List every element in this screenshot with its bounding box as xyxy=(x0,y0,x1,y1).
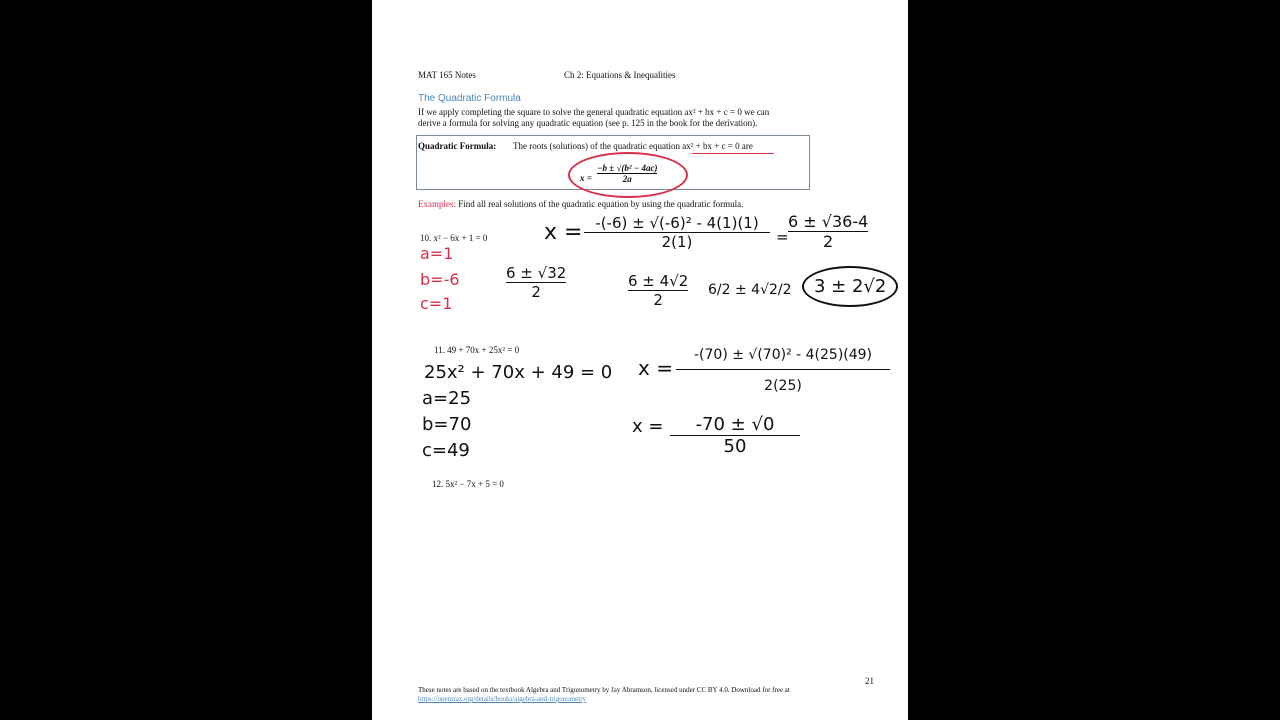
p11-coeff-c: c=49 xyxy=(422,440,470,461)
p10-step-b xyxy=(628,272,688,309)
p10-step-a-num: 6 ± √32 xyxy=(506,264,567,282)
p10-step-c: 6/2 ± 4√2/2 xyxy=(708,282,792,298)
formula-lhs: x = xyxy=(580,173,592,183)
intro-line-1: If we apply completing the square to solve the general quadratic equation ax² + bx + c = 0 we can xyxy=(418,107,770,117)
p11-fraction-2 xyxy=(670,414,800,457)
section-title: The Quadratic Formula xyxy=(418,93,521,104)
p11-coeff-a: a=25 xyxy=(422,388,472,409)
p11-x-1: x = xyxy=(638,356,673,380)
notes-page xyxy=(372,0,908,720)
p10-fraction-1 xyxy=(584,214,770,251)
p10-x: x = xyxy=(544,220,583,245)
p10-step-a xyxy=(506,264,566,301)
p10-step-b-den: 2 xyxy=(628,290,688,309)
formula-fraction xyxy=(597,163,657,184)
p11-coeff-b: b=70 xyxy=(422,414,472,435)
problem-10: 10. x² − 6x + 1 = 0 xyxy=(420,233,488,243)
p10-fraction-2 xyxy=(788,212,868,251)
p10-num-2: 6 ± √36-4 xyxy=(788,212,869,231)
p10-coeff-b: b=-6 xyxy=(420,270,460,289)
p11-rewrite: 25x² + 70x + 49 = 0 xyxy=(424,362,613,383)
examples-label: Examples: xyxy=(418,199,456,209)
problem-12: 12. 5x² − 7x + 5 = 0 xyxy=(432,479,504,489)
p10-den-2: 2 xyxy=(788,231,868,251)
p10-den-1: 2(1) xyxy=(584,232,770,251)
formula-text: The roots (solutions) of the quadratic equation ax² + bx + c = 0 are xyxy=(513,141,753,151)
header-left: MAT 165 Notes xyxy=(418,70,476,80)
p11-fraction-1 xyxy=(676,347,890,394)
p10-coeff-a: a=1 xyxy=(420,244,454,263)
p11-x-2: x = xyxy=(632,416,664,437)
p10-step-a-den: 2 xyxy=(506,282,566,301)
problem-11: 11. 49 + 70x + 25x² = 0 xyxy=(434,345,520,355)
p10-num-1: -(-6) ± √(-6)² - 4(1)(1) xyxy=(595,214,759,232)
p11-den-1: 2(25) xyxy=(676,369,890,394)
page-number: 21 xyxy=(865,676,874,686)
formula-denominator: 2a xyxy=(597,173,657,184)
footer-link[interactable]: https://openstax.org/details/books/algebra-and-trigonometry xyxy=(418,695,587,703)
formula-numerator: −b ± √(b² − 4ac) xyxy=(597,163,658,173)
p10-step-b-num: 6 ± 4√2 xyxy=(628,272,689,290)
header-center: Ch 2: Equations & Inequalities xyxy=(564,70,676,80)
p10-coeff-c: c=1 xyxy=(420,294,453,313)
p10-eq: = xyxy=(776,228,789,246)
p11-num-2: -70 ± √0 xyxy=(695,414,775,435)
intro-line-2: derive a formula for solving any quadratic equation (see p. 125 in the book for the derivation). xyxy=(418,118,758,128)
examples-line xyxy=(418,199,743,209)
p10-answer-circled: 3 ± 2√2 xyxy=(802,266,898,307)
p11-den-2: 50 xyxy=(670,435,800,457)
p11-num-1: -(70) ± √(70)² - 4(25)(49) xyxy=(693,347,873,363)
examples-text: Find all real solutions of the quadratic equation by using the quadratic formula. xyxy=(458,199,744,209)
red-underline xyxy=(692,153,774,154)
formula-label: Quadratic Formula: xyxy=(418,141,497,151)
footer-text: These notes are based on the textbook Algebra and Trigonometry by Jay Abramson, licensed under CC BY 4.0. Download for free at xyxy=(418,686,790,694)
